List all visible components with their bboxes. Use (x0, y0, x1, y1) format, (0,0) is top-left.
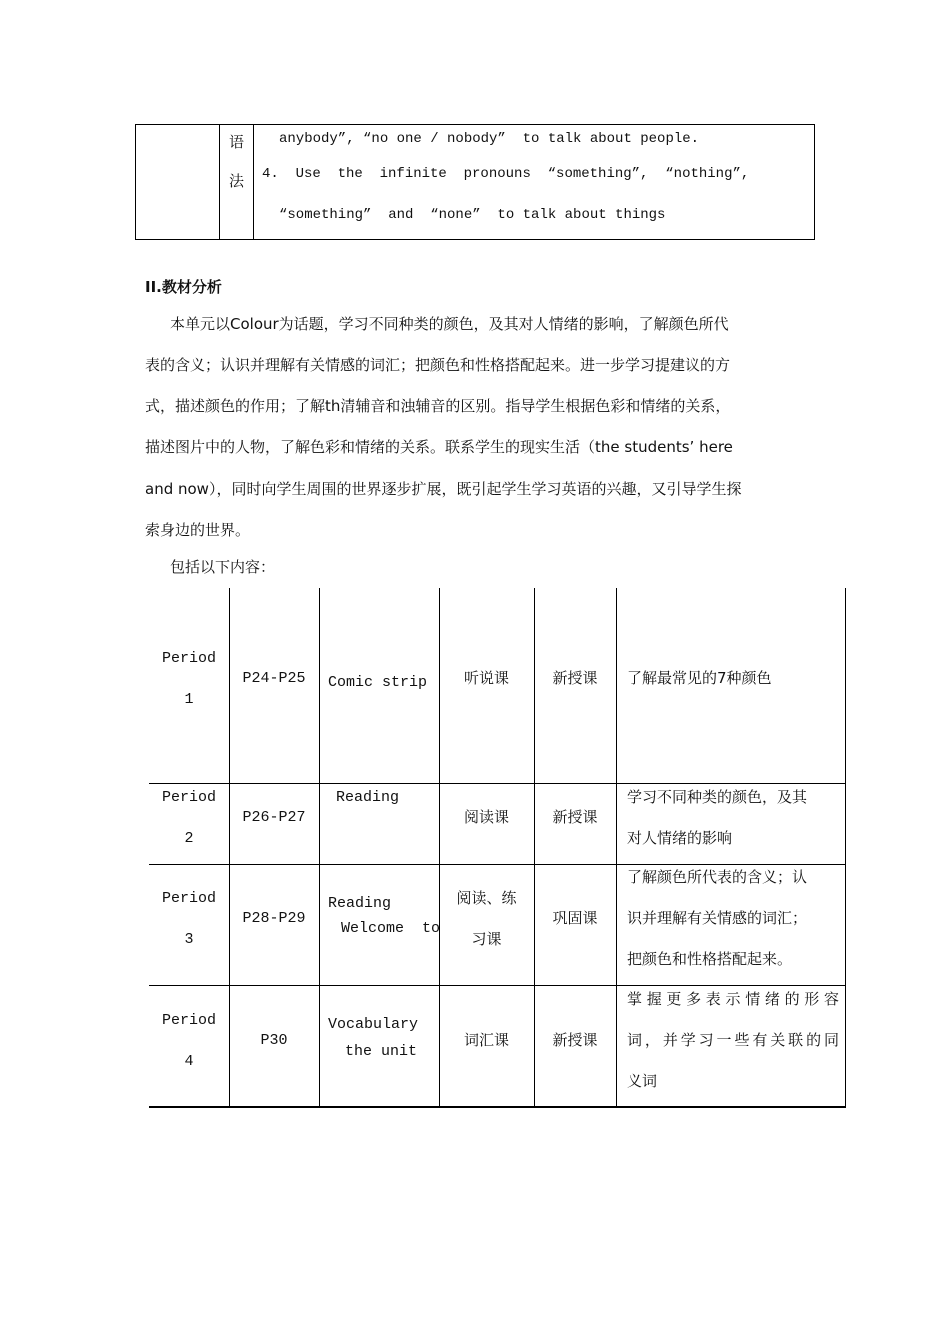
paragraph-line: 表的含义；认识并理解有关情感的词汇；把颜色和性格搭配起来。进一步学习提建议的方 (145, 356, 731, 374)
kind-cell: 新授课 (552, 669, 598, 687)
pages-cell: P26-P27 (242, 809, 306, 826)
content-cell: Vocabulary (328, 1016, 419, 1033)
content-cell: Comic strip Welcome to the unit (328, 674, 441, 1060)
type-cell: 听说课 (463, 669, 509, 687)
goal-cell: 掌握更多表示情绪的形容 词，并学习一些有关联的同 义词 (627, 990, 839, 1090)
type-cell: 阅读、练 习课 (456, 889, 517, 948)
grammar-label-char-2: 法 (229, 172, 245, 190)
table-col-divider (616, 588, 617, 1108)
goal-cell: 学习不同种类的颜色，及其 对人情绪的影响 (627, 788, 808, 847)
grammar-table (135, 124, 815, 240)
period-cell: Period 3 (161, 890, 216, 948)
table-bottom-border (149, 1106, 846, 1108)
goal-cell: 了解颜色所代表的含义；认 识并理解有关情感的词汇； 把颜色和性格搭配起来。 (627, 868, 808, 968)
kind-cell: 巩固课 (552, 909, 598, 927)
period-table (149, 588, 846, 1108)
period-cell: Period 2 (161, 789, 216, 847)
paragraph-line: 式，描述颜色的作用；了解th清辅音和浊辅音的区别。指导学生根据色彩和情绪的关系， (145, 397, 731, 415)
period-cell: Period 4 (161, 1012, 216, 1070)
grammar-label-char-1: 语 (229, 133, 245, 151)
pages-cell: P30 (260, 1032, 288, 1049)
paragraph-line: 描述图片中的人物，了解色彩和情绪的关系。联系学生的现实生活（the students’ here (145, 438, 733, 456)
pages-cell: P24-P25 (242, 670, 306, 687)
goal-cell: 了解最常见的7种颜色 (627, 669, 772, 687)
type-cell: 词汇课 (463, 1031, 509, 1049)
type-cell: 阅读课 (463, 808, 509, 826)
pages-cell: P28-P29 (242, 910, 306, 927)
kind-cell: 新授课 (552, 808, 598, 826)
kind-cell: 新授课 (552, 1031, 598, 1049)
paragraph-line: 本单元以Colour为话题，学习不同种类的颜色，及其对人情绪的影响，了解颜色所代 (170, 315, 729, 333)
content-cell: Reading (328, 895, 392, 912)
grammar-line-1: anybody”, “no one / nobody” to talk about people. (279, 131, 700, 147)
paragraph-line: 索身边的世界。 (145, 521, 251, 539)
period-cell: Period 1 (161, 650, 216, 708)
grammar-table-divider (219, 125, 220, 239)
content-cell: Reading (336, 789, 400, 806)
grammar-line-3: “something” and “none” to talk about things (279, 207, 666, 223)
table-col-divider (845, 588, 846, 1108)
grammar-line-2: 4. Use the infinite pronouns “something”, “nothing”, (262, 166, 750, 182)
section-title: II.教材分析 (145, 278, 222, 296)
grammar-table-divider (253, 125, 254, 239)
paragraph-line: and now），同时向学生周围的世界逐步扩展，既引起学生学习英语的兴趣，又引导学生探 (145, 480, 742, 498)
paragraph-intro: 包括以下内容： (170, 558, 276, 576)
